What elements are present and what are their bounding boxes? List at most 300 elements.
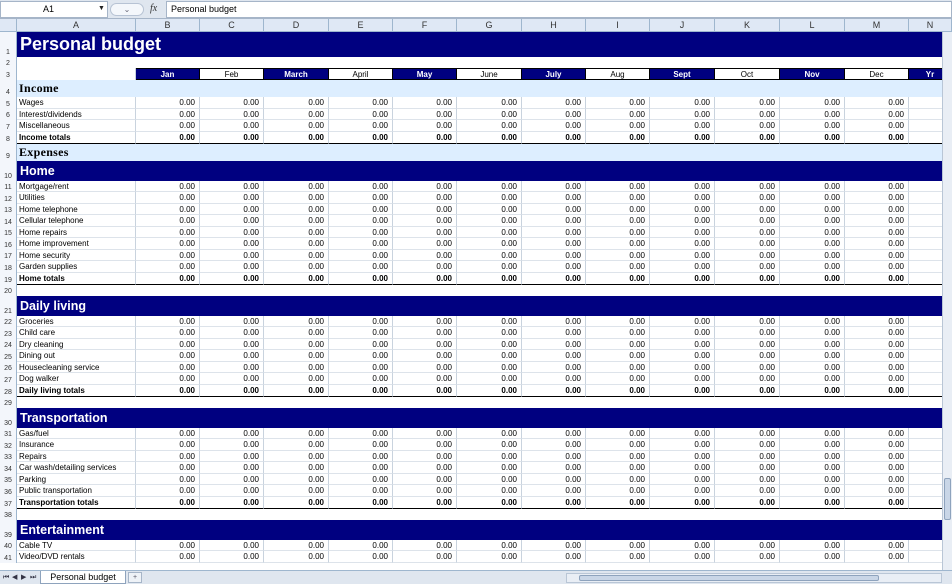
value-cell[interactable]: 0.00 (780, 97, 845, 109)
column-header-j[interactable]: J (650, 19, 715, 32)
value-cell[interactable]: 0.00 (715, 204, 780, 216)
formula-input[interactable] (166, 1, 952, 18)
total-cell[interactable]: 0.00 (136, 132, 200, 144)
value-cell[interactable]: 0.00 (780, 540, 845, 552)
value-cell[interactable]: 0.00 (136, 540, 200, 552)
row-header[interactable]: 3 (0, 68, 17, 80)
value-cell[interactable]: 0.00 (457, 181, 522, 193)
total-cell[interactable]: 0.00 (264, 273, 329, 285)
value-cell[interactable]: 0.00 (457, 339, 522, 351)
value-cell[interactable]: 0.00 (200, 451, 264, 463)
total-cell[interactable]: 0.00 (264, 497, 329, 509)
row-header[interactable]: 37 (0, 497, 17, 509)
value-cell[interactable]: 0.00 (393, 339, 457, 351)
value-cell[interactable]: 0.00 (136, 362, 200, 374)
insert-function-icon[interactable]: fx (150, 3, 158, 14)
category-label[interactable]: Expenses (19, 144, 69, 159)
value-cell[interactable]: 0.00 (136, 215, 200, 227)
value-cell[interactable]: 0.00 (329, 540, 393, 552)
value-cell[interactable]: 0.00 (200, 181, 264, 193)
total-cell[interactable]: 0.00 (393, 385, 457, 397)
row-header[interactable]: 19 (0, 273, 17, 285)
row-label[interactable]: Miscellaneous (17, 120, 136, 132)
total-cell[interactable]: 0.00 (457, 273, 522, 285)
value-cell[interactable]: 0.00 (845, 120, 909, 132)
row-header[interactable]: 18 (0, 261, 17, 273)
total-cell[interactable]: 0.00 (200, 273, 264, 285)
value-cell[interactable]: 0.00 (522, 350, 586, 362)
value-cell[interactable]: 0.00 (136, 451, 200, 463)
value-cell[interactable]: 0.00 (650, 316, 715, 328)
value-cell[interactable]: 0.00 (393, 327, 457, 339)
value-cell[interactable]: 0.00 (393, 215, 457, 227)
value-cell[interactable]: 0.00 (457, 238, 522, 250)
column-header-h[interactable]: H (522, 19, 586, 32)
value-cell[interactable]: 0.00 (264, 204, 329, 216)
vertical-scroll-thumb[interactable] (944, 478, 951, 520)
value-cell[interactable]: 0.00 (329, 373, 393, 385)
value-cell[interactable]: 0.00 (845, 327, 909, 339)
value-cell[interactable]: 0.00 (200, 474, 264, 486)
prev-sheet-icon[interactable]: ◀ (12, 574, 18, 581)
value-cell[interactable]: 0.00 (650, 540, 715, 552)
value-cell[interactable]: 0.00 (200, 439, 264, 451)
row-label[interactable]: Dog walker (17, 373, 136, 385)
value-cell[interactable]: 0.00 (329, 204, 393, 216)
value-cell[interactable]: 0.00 (586, 485, 650, 497)
value-cell[interactable]: 0.00 (457, 261, 522, 273)
value-cell[interactable]: 0.00 (329, 327, 393, 339)
value-cell[interactable]: 0.00 (136, 250, 200, 262)
value-cell[interactable]: 0.00 (393, 462, 457, 474)
section-header[interactable]: Transportation (17, 408, 942, 428)
value-cell[interactable]: 0.00 (136, 97, 200, 109)
month-header[interactable]: March (264, 68, 329, 80)
value-cell[interactable]: 0.00 (457, 551, 522, 563)
row-header[interactable]: 6 (0, 109, 17, 121)
column-header-m[interactable]: M (845, 19, 909, 32)
value-cell[interactable]: 0.00 (200, 428, 264, 440)
row-header[interactable]: 7 (0, 120, 17, 132)
value-cell[interactable]: 0.00 (457, 373, 522, 385)
value-cell[interactable]: 0.00 (586, 192, 650, 204)
row-label[interactable]: Housecleaning service (17, 362, 136, 374)
value-cell[interactable]: 0.00 (780, 109, 845, 121)
value-cell[interactable]: 0.00 (586, 428, 650, 440)
value-cell[interactable]: 0.00 (845, 181, 909, 193)
value-cell[interactable]: 0.00 (586, 551, 650, 563)
value-cell[interactable]: 0.00 (457, 227, 522, 239)
value-cell[interactable]: 0.00 (200, 120, 264, 132)
value-cell[interactable]: 0.00 (845, 109, 909, 121)
total-cell[interactable]: 0.00 (780, 385, 845, 397)
value-cell[interactable]: 0.00 (457, 540, 522, 552)
row-label[interactable]: Mortgage/rent (17, 181, 136, 193)
row-label[interactable] (17, 285, 136, 296)
value-cell[interactable]: 0.00 (457, 474, 522, 486)
value-cell[interactable]: 0.00 (715, 238, 780, 250)
month-header[interactable]: Yr (909, 68, 952, 80)
value-cell[interactable]: 0.00 (715, 261, 780, 273)
value-cell[interactable]: 0.00 (780, 261, 845, 273)
insert-sheet-icon[interactable]: + (128, 572, 142, 583)
value-cell[interactable]: 0.00 (715, 428, 780, 440)
last-sheet-icon[interactable]: ⏭ (30, 574, 37, 581)
row-label[interactable]: Wages (17, 97, 136, 109)
formula-expand-icon[interactable]: ⌄ (110, 3, 144, 16)
value-cell[interactable]: 0.00 (845, 204, 909, 216)
value-cell[interactable]: 0.00 (457, 451, 522, 463)
value-cell[interactable]: 0.00 (586, 109, 650, 121)
value-cell[interactable]: 0.00 (586, 462, 650, 474)
value-cell[interactable]: 0.00 (715, 551, 780, 563)
value-cell[interactable]: 0.00 (586, 327, 650, 339)
total-cell[interactable]: 0.00 (329, 273, 393, 285)
value-cell[interactable]: 0.00 (522, 316, 586, 328)
value-cell[interactable]: 0.00 (136, 462, 200, 474)
value-cell[interactable]: 0.00 (329, 97, 393, 109)
sheet-title[interactable]: Personal budget (17, 32, 942, 57)
value-cell[interactable]: 0.00 (650, 428, 715, 440)
total-label[interactable]: Transportation totals (17, 497, 136, 509)
value-cell[interactable]: 0.00 (845, 261, 909, 273)
total-cell[interactable]: 0.00 (329, 497, 393, 509)
value-cell[interactable]: 0.00 (650, 250, 715, 262)
section-header[interactable]: Daily living (17, 296, 942, 316)
total-cell[interactable]: 0.00 (780, 497, 845, 509)
row-label[interactable]: Repairs (17, 451, 136, 463)
value-cell[interactable]: 0.00 (136, 192, 200, 204)
value-cell[interactable]: 0.00 (650, 485, 715, 497)
value-cell[interactable]: 0.00 (650, 181, 715, 193)
value-cell[interactable]: 0.00 (200, 373, 264, 385)
row-header[interactable]: 17 (0, 250, 17, 262)
row-label[interactable]: Gas/fuel (17, 428, 136, 440)
value-cell[interactable]: 0.00 (780, 204, 845, 216)
value-cell[interactable]: 0.00 (586, 97, 650, 109)
month-header[interactable]: Aug (586, 68, 650, 80)
row-label[interactable] (17, 509, 136, 520)
column-header-k[interactable]: K (715, 19, 780, 32)
value-cell[interactable]: 0.00 (780, 373, 845, 385)
value-cell[interactable]: 0.00 (200, 192, 264, 204)
value-cell[interactable]: 0.00 (264, 350, 329, 362)
value-cell[interactable]: 0.00 (329, 120, 393, 132)
value-cell[interactable]: 0.00 (136, 261, 200, 273)
value-cell[interactable]: 0.00 (200, 462, 264, 474)
value-cell[interactable]: 0.00 (780, 362, 845, 374)
row-header[interactable]: 12 (0, 192, 17, 204)
row-header[interactable]: 2 (0, 57, 17, 68)
row-header[interactable]: 41 (0, 551, 17, 563)
value-cell[interactable]: 0.00 (136, 109, 200, 121)
value-cell[interactable]: 0.00 (136, 204, 200, 216)
total-label[interactable]: Daily living totals (17, 385, 136, 397)
row-header[interactable]: 4 (0, 80, 17, 97)
value-cell[interactable]: 0.00 (586, 540, 650, 552)
section-header[interactable]: Entertainment (17, 520, 942, 540)
column-header-i[interactable]: I (586, 19, 650, 32)
value-cell[interactable]: 0.00 (264, 250, 329, 262)
value-cell[interactable]: 0.00 (136, 181, 200, 193)
value-cell[interactable]: 0.00 (393, 316, 457, 328)
value-cell[interactable]: 0.00 (650, 238, 715, 250)
total-cell[interactable]: 0.00 (586, 273, 650, 285)
total-cell[interactable]: 0.00 (715, 497, 780, 509)
value-cell[interactable]: 0.00 (522, 540, 586, 552)
value-cell[interactable]: 0.00 (264, 120, 329, 132)
value-cell[interactable]: 0.00 (715, 350, 780, 362)
value-cell[interactable]: 0.00 (393, 238, 457, 250)
row-label[interactable]: Utilities (17, 192, 136, 204)
value-cell[interactable]: 0.00 (715, 451, 780, 463)
first-sheet-icon[interactable]: ⏮ (3, 574, 10, 581)
value-cell[interactable]: 0.00 (715, 181, 780, 193)
value-cell[interactable]: 0.00 (650, 350, 715, 362)
name-box[interactable] (0, 1, 108, 18)
row-header[interactable]: 27 (0, 373, 17, 385)
month-header[interactable]: Dec (845, 68, 909, 80)
value-cell[interactable]: 0.00 (393, 192, 457, 204)
value-cell[interactable]: 0.00 (136, 551, 200, 563)
value-cell[interactable]: 0.00 (393, 204, 457, 216)
value-cell[interactable]: 0.00 (136, 316, 200, 328)
total-cell[interactable]: 0.00 (393, 132, 457, 144)
row-header[interactable]: 10 (0, 161, 17, 181)
value-cell[interactable]: 0.00 (264, 227, 329, 239)
select-all-corner[interactable] (0, 19, 17, 32)
value-cell[interactable]: 0.00 (200, 238, 264, 250)
row-header[interactable]: 26 (0, 362, 17, 374)
value-cell[interactable]: 0.00 (264, 109, 329, 121)
column-header-a[interactable]: A (17, 19, 136, 32)
value-cell[interactable]: 0.00 (845, 316, 909, 328)
total-cell[interactable]: 0.00 (650, 385, 715, 397)
value-cell[interactable]: 0.00 (845, 439, 909, 451)
value-cell[interactable]: 0.00 (522, 120, 586, 132)
horizontal-scroll-thumb[interactable] (579, 575, 879, 581)
value-cell[interactable]: 0.00 (522, 192, 586, 204)
value-cell[interactable]: 0.00 (586, 439, 650, 451)
value-cell[interactable]: 0.00 (200, 215, 264, 227)
value-cell[interactable]: 0.00 (329, 451, 393, 463)
value-cell[interactable]: 0.00 (457, 316, 522, 328)
value-cell[interactable]: 0.00 (136, 350, 200, 362)
value-cell[interactable]: 0.00 (715, 250, 780, 262)
row-label[interactable]: Home security (17, 250, 136, 262)
value-cell[interactable]: 0.00 (650, 439, 715, 451)
value-cell[interactable]: 0.00 (329, 462, 393, 474)
value-cell[interactable]: 0.00 (457, 204, 522, 216)
value-cell[interactable]: 0.00 (329, 551, 393, 563)
total-cell[interactable]: 0.00 (522, 385, 586, 397)
value-cell[interactable]: 0.00 (522, 215, 586, 227)
total-cell[interactable]: 0.00 (650, 132, 715, 144)
value-cell[interactable]: 0.00 (393, 551, 457, 563)
month-header[interactable]: April (329, 68, 393, 80)
value-cell[interactable]: 0.00 (522, 474, 586, 486)
value-cell[interactable]: 0.00 (264, 362, 329, 374)
row-header[interactable]: 29 (0, 397, 17, 408)
value-cell[interactable]: 0.00 (845, 97, 909, 109)
value-cell[interactable]: 0.00 (715, 540, 780, 552)
row-label[interactable]: Public transportation (17, 485, 136, 497)
row-header[interactable]: 36 (0, 485, 17, 497)
row-label[interactable] (17, 57, 136, 68)
row-label[interactable]: Garden supplies (17, 261, 136, 273)
value-cell[interactable]: 0.00 (845, 485, 909, 497)
value-cell[interactable]: 0.00 (650, 215, 715, 227)
horizontal-scrollbar[interactable] (566, 573, 942, 583)
value-cell[interactable]: 0.00 (586, 227, 650, 239)
value-cell[interactable]: 0.00 (715, 462, 780, 474)
value-cell[interactable]: 0.00 (522, 485, 586, 497)
value-cell[interactable]: 0.00 (715, 192, 780, 204)
total-cell[interactable]: 0.00 (136, 385, 200, 397)
total-cell[interactable]: 0.00 (136, 497, 200, 509)
total-cell[interactable]: 0.00 (457, 132, 522, 144)
value-cell[interactable]: 0.00 (522, 551, 586, 563)
value-cell[interactable]: 0.00 (586, 238, 650, 250)
value-cell[interactable]: 0.00 (780, 551, 845, 563)
value-cell[interactable]: 0.00 (845, 250, 909, 262)
month-header[interactable]: Oct (715, 68, 780, 80)
value-cell[interactable]: 0.00 (715, 362, 780, 374)
value-cell[interactable]: 0.00 (329, 339, 393, 351)
value-cell[interactable]: 0.00 (845, 451, 909, 463)
value-cell[interactable]: 0.00 (845, 474, 909, 486)
month-header[interactable]: May (393, 68, 457, 80)
value-cell[interactable]: 0.00 (457, 109, 522, 121)
row-label[interactable]: Groceries (17, 316, 136, 328)
column-header-g[interactable]: G (457, 19, 522, 32)
value-cell[interactable]: 0.00 (264, 215, 329, 227)
value-cell[interactable]: 0.00 (650, 261, 715, 273)
row-label[interactable]: Cellular telephone (17, 215, 136, 227)
row-header[interactable]: 38 (0, 509, 17, 520)
value-cell[interactable]: 0.00 (329, 181, 393, 193)
value-cell[interactable]: 0.00 (522, 238, 586, 250)
row-label[interactable]: Home improvement (17, 238, 136, 250)
value-cell[interactable]: 0.00 (393, 350, 457, 362)
month-header[interactable]: June (457, 68, 522, 80)
value-cell[interactable]: 0.00 (329, 362, 393, 374)
next-sheet-icon[interactable]: ▶ (21, 574, 27, 581)
value-cell[interactable]: 0.00 (393, 474, 457, 486)
row-header[interactable]: 31 (0, 428, 17, 440)
month-header[interactable]: Nov (780, 68, 845, 80)
total-cell[interactable]: 0.00 (780, 273, 845, 285)
value-cell[interactable]: 0.00 (264, 485, 329, 497)
value-cell[interactable]: 0.00 (200, 339, 264, 351)
value-cell[interactable]: 0.00 (264, 551, 329, 563)
value-cell[interactable]: 0.00 (136, 120, 200, 132)
value-cell[interactable]: 0.00 (586, 350, 650, 362)
value-cell[interactable]: 0.00 (845, 362, 909, 374)
name-box-dropdown-icon[interactable]: ▼ (98, 5, 105, 12)
value-cell[interactable]: 0.00 (200, 261, 264, 273)
row-label[interactable]: Home telephone (17, 204, 136, 216)
row-header[interactable]: 15 (0, 227, 17, 239)
worksheet-grid[interactable] (0, 32, 952, 570)
total-cell[interactable]: 0.00 (715, 273, 780, 285)
total-cell[interactable]: 0.00 (457, 497, 522, 509)
row-label[interactable]: Dry cleaning (17, 339, 136, 351)
value-cell[interactable]: 0.00 (136, 428, 200, 440)
value-cell[interactable]: 0.00 (264, 339, 329, 351)
column-header-n[interactable]: N (909, 19, 952, 32)
value-cell[interactable]: 0.00 (650, 120, 715, 132)
value-cell[interactable]: 0.00 (715, 339, 780, 351)
value-cell[interactable]: 0.00 (264, 181, 329, 193)
value-cell[interactable]: 0.00 (393, 227, 457, 239)
value-cell[interactable]: 0.00 (650, 192, 715, 204)
value-cell[interactable]: 0.00 (264, 439, 329, 451)
value-cell[interactable]: 0.00 (264, 428, 329, 440)
value-cell[interactable]: 0.00 (845, 551, 909, 563)
total-cell[interactable]: 0.00 (457, 385, 522, 397)
value-cell[interactable]: 0.00 (586, 316, 650, 328)
value-cell[interactable]: 0.00 (329, 485, 393, 497)
value-cell[interactable]: 0.00 (845, 192, 909, 204)
value-cell[interactable]: 0.00 (780, 439, 845, 451)
month-header[interactable]: Jan (136, 68, 200, 80)
total-cell[interactable]: 0.00 (200, 385, 264, 397)
row-header[interactable]: 25 (0, 350, 17, 362)
row-header[interactable]: 40 (0, 540, 17, 552)
total-cell[interactable]: 0.00 (393, 497, 457, 509)
value-cell[interactable]: 0.00 (715, 97, 780, 109)
row-header[interactable]: 5 (0, 97, 17, 109)
value-cell[interactable]: 0.00 (522, 261, 586, 273)
value-cell[interactable]: 0.00 (457, 97, 522, 109)
value-cell[interactable]: 0.00 (522, 327, 586, 339)
value-cell[interactable]: 0.00 (586, 204, 650, 216)
row-header[interactable]: 34 (0, 462, 17, 474)
value-cell[interactable]: 0.00 (393, 181, 457, 193)
value-cell[interactable]: 0.00 (780, 462, 845, 474)
row-label[interactable]: Dining out (17, 350, 136, 362)
column-header-l[interactable]: L (780, 19, 845, 32)
value-cell[interactable]: 0.00 (715, 327, 780, 339)
month-header[interactable]: Sept (650, 68, 715, 80)
value-cell[interactable]: 0.00 (845, 428, 909, 440)
value-cell[interactable]: 0.00 (329, 474, 393, 486)
value-cell[interactable]: 0.00 (780, 327, 845, 339)
total-cell[interactable]: 0.00 (522, 132, 586, 144)
column-header-c[interactable]: C (200, 19, 264, 32)
value-cell[interactable]: 0.00 (393, 451, 457, 463)
row-header[interactable]: 13 (0, 204, 17, 216)
value-cell[interactable]: 0.00 (845, 227, 909, 239)
value-cell[interactable]: 0.00 (329, 428, 393, 440)
total-cell[interactable]: 0.00 (136, 273, 200, 285)
column-header-f[interactable]: F (393, 19, 457, 32)
row-header[interactable]: 11 (0, 181, 17, 193)
total-cell[interactable]: 0.00 (586, 497, 650, 509)
value-cell[interactable]: 0.00 (329, 250, 393, 262)
value-cell[interactable]: 0.00 (264, 97, 329, 109)
total-cell[interactable]: 0.00 (586, 132, 650, 144)
value-cell[interactable]: 0.00 (522, 227, 586, 239)
value-cell[interactable]: 0.00 (457, 362, 522, 374)
value-cell[interactable]: 0.00 (329, 350, 393, 362)
value-cell[interactable]: 0.00 (845, 462, 909, 474)
total-cell[interactable]: 0.00 (522, 497, 586, 509)
row-label[interactable] (17, 68, 136, 80)
value-cell[interactable]: 0.00 (200, 204, 264, 216)
row-header[interactable]: 23 (0, 327, 17, 339)
